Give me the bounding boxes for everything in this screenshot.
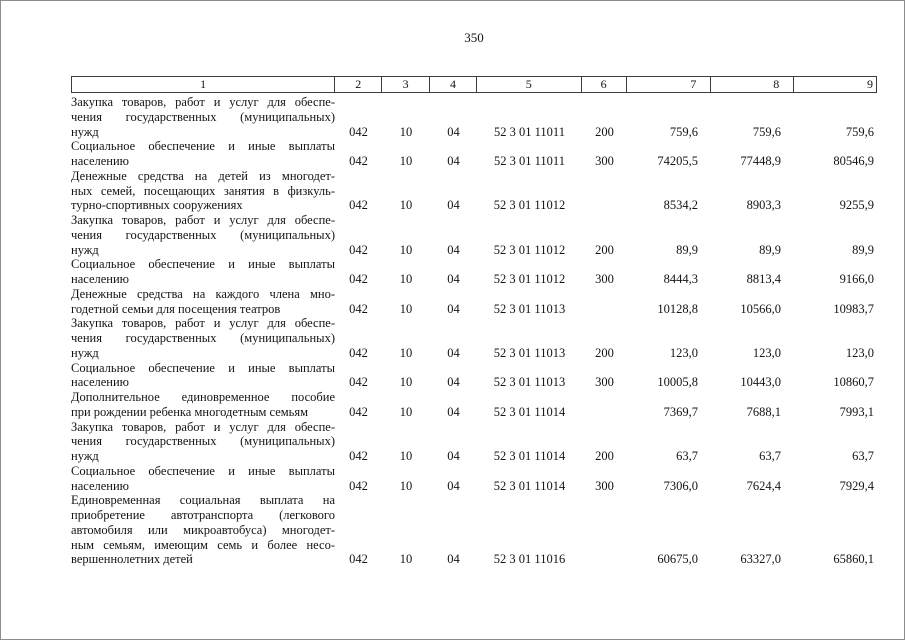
target-article-cell: 52 3 01 11013 [493,375,566,390]
subsection-code-cell: 04 [447,375,460,390]
table-header-row [71,76,877,93]
table-row [71,257,877,287]
amount-year2-cell: 7688,1 [746,404,781,419]
grbs-code-cell: 042 [349,449,368,463]
header-cell-4: 4 [430,77,477,92]
desc-line: чения государственных (муниципальных) [71,331,335,345]
header-cell-5: 5 [477,77,582,92]
amount-year1-cell: 89,9 [676,242,698,257]
grbs-code-cell: 042 [349,272,368,286]
desc-line: нужд [71,345,99,360]
amount-year2-cell: 8903,3 [746,198,781,213]
amount-year2-cell: 10443,0 [740,375,781,390]
subsection-code-cell: 04 [447,345,460,360]
amount-year3-cell: 10983,7 [833,301,874,316]
desc-line: населению [71,272,129,286]
desc-line: Закупка товаров, работ и услуг для обеспе- [71,419,335,434]
desc-line: турно-спортивных сооружениях [71,198,243,213]
desc-line: чения государственных (муниципальных) [71,109,335,124]
expense-type-cell: 200 [595,124,614,139]
amount-year3-cell: 759,6 [845,124,874,139]
amount-year1-cell: 10005,8 [657,375,698,390]
amount-year1-cell: 7369,7 [663,404,698,419]
desc-line: Денежные средства на детей из многодет- [71,168,335,183]
section-code-cell: 10 [399,272,413,286]
desc-line: нужд [71,124,99,139]
amount-year3-cell: 65860,1 [833,552,874,567]
target-article-cell: 52 3 01 11014 [493,449,566,463]
desc-line: Закупка товаров, работ и услуг для обеспе- [71,316,335,331]
subsection-code-cell: 04 [447,242,460,257]
grbs-code-cell: 042 [349,552,368,567]
table-row [71,139,877,169]
expense-type-cell: 300 [595,272,614,286]
amount-year2-cell: 759,6 [752,124,781,139]
table-row [71,390,877,420]
section-code-cell: 10 [399,242,413,257]
section-code-cell: 10 [399,404,413,419]
subsection-code-cell: 04 [447,552,460,567]
desc-line: населению [71,154,129,168]
target-article-cell: 52 3 01 11012 [493,242,566,257]
amount-year2-cell: 63327,0 [740,552,781,567]
section-code-cell: 10 [399,478,413,493]
desc-line: Социальное обеспечение и иные выплаты [71,360,335,375]
target-article-cell: 52 3 01 11014 [493,404,566,419]
desc-line: автомобиля или микроавтобуса) многодет- [71,522,335,537]
budget-table [71,76,877,567]
amount-year3-cell: 80546,9 [833,154,874,168]
section-code-cell: 10 [399,301,413,316]
amount-year3-cell: 7929,4 [839,478,874,493]
header-cell-1: 1 [72,77,335,92]
header-cell-8: 8 [711,77,794,92]
header-cell-2: 2 [335,77,382,92]
expense-type-cell: 300 [595,154,614,168]
expense-type-cell: 200 [595,345,614,360]
grbs-code-cell: 042 [349,375,368,390]
target-article-cell: 52 3 01 11011 [494,124,565,139]
expense-type-cell: 300 [595,478,614,493]
desc-line: Социальное обеспечение и иные выплаты [71,257,335,272]
section-code-cell: 10 [399,375,413,390]
grbs-code-cell: 042 [349,124,368,139]
desc-cell [71,316,335,360]
subsection-code-cell: 04 [447,272,460,286]
table-row [71,361,877,391]
grbs-code-cell: 042 [349,242,368,257]
section-code-cell: 10 [399,124,413,139]
desc-line: ным семьям, имеющим семь и более несо- [71,537,335,552]
subsection-code-cell: 04 [447,301,460,316]
table-row [71,169,877,213]
amount-year2-cell: 8813,4 [746,272,781,286]
target-article-cell: 52 3 01 11012 [493,198,566,213]
expense-type-cell: 300 [595,375,614,390]
header-cell-7: 7 [627,77,712,92]
table-body [71,93,877,567]
target-article-cell: 52 3 01 11013 [493,301,566,316]
amount-year1-cell: 63,7 [676,449,698,463]
desc-line: населению [71,478,129,493]
desc-line: при рождении ребенка многодетным семьям [71,404,309,419]
desc-cell [71,493,335,567]
desc-cell [71,464,335,494]
desc-line: Социальное обеспечение и иные выплаты [71,139,335,154]
page-number: 350 [464,30,484,45]
table-row [71,316,877,360]
amount-year3-cell: 10860,7 [833,375,874,390]
desc-cell [71,361,335,391]
amount-year3-cell: 9255,9 [839,198,874,213]
desc-line: вершеннолетних детей [71,552,193,567]
target-article-cell: 52 3 01 11013 [493,345,566,360]
grbs-code-cell: 042 [349,301,368,316]
section-code-cell: 10 [399,154,413,168]
desc-line: чения государственных (муниципальных) [71,227,335,242]
header-cell-9: 9 [867,77,873,91]
desc-cell [71,287,335,317]
amount-year3-cell: 63,7 [852,449,874,463]
amount-year2-cell: 89,9 [759,242,781,257]
amount-year2-cell: 63,7 [759,449,781,463]
grbs-code-cell: 042 [349,198,368,213]
desc-line: Денежные средства на каждого члена мно- [71,286,335,301]
section-code-cell: 10 [399,449,413,463]
subsection-code-cell: 04 [447,404,460,419]
amount-year1-cell: 123,0 [669,345,698,360]
desc-line: населению [71,375,129,390]
subsection-code-cell: 04 [447,449,460,463]
table-row [71,420,877,464]
table-row [71,464,877,494]
desc-cell [71,169,335,213]
grbs-code-cell: 042 [349,345,368,360]
desc-cell [71,390,335,420]
desc-line: Социальное обеспечение и иные выплаты [71,463,335,478]
amount-year3-cell: 7993,1 [839,404,874,419]
expense-type-cell: 200 [595,449,614,463]
desc-line: Дополнительное единовременное пособие [71,390,335,404]
desc-cell [71,257,335,287]
amount-year3-cell: 89,9 [852,242,874,257]
desc-line: нужд [71,242,99,257]
desc-line: чения государственных (муниципальных) [71,434,335,449]
amount-year3-cell: 123,0 [845,345,874,360]
subsection-code-cell: 04 [447,478,460,493]
desc-line: Закупка товаров, работ и услуг для обеспе- [71,213,335,227]
subsection-code-cell: 04 [447,124,460,139]
amount-year1-cell: 10128,8 [657,301,698,316]
table-row [71,493,877,567]
target-article-cell: 52 3 01 11011 [494,154,565,168]
header-cell-6: 6 [582,77,627,92]
subsection-code-cell: 04 [447,198,460,213]
subsection-code-cell: 04 [447,154,460,168]
table-row [71,213,877,257]
desc-line: приобретение автотранспорта (легкового [71,508,335,522]
amount-year1-cell: 8534,2 [663,198,698,213]
desc-cell [71,420,335,464]
target-article-cell: 52 3 01 11012 [493,272,566,286]
section-code-cell: 10 [399,198,413,213]
amount-year2-cell: 7624,4 [746,478,781,493]
amount-year1-cell: 60675,0 [657,552,698,567]
desc-line: нужд [71,449,99,463]
amount-year2-cell: 123,0 [752,345,781,360]
target-article-cell: 52 3 01 11014 [493,478,566,493]
grbs-code-cell: 042 [349,154,368,168]
section-code-cell: 10 [399,552,413,567]
expense-type-cell: 200 [595,242,614,257]
header-cell-3: 3 [382,77,430,92]
amount-year1-cell: 74205,5 [657,154,698,168]
desc-line: Закупка товаров, работ и услуг для обеспе- [71,95,335,109]
amount-year1-cell: 7306,0 [663,478,698,493]
desc-line: годетной семьи для посещения театров [71,301,281,316]
desc-cell [71,95,335,139]
table-row [71,95,877,139]
amount-year1-cell: 8444,3 [663,272,698,286]
amount-year3-cell: 9166,0 [839,272,874,286]
amount-year2-cell: 77448,9 [740,154,781,168]
amount-year1-cell: 759,6 [669,124,698,139]
amount-year2-cell: 10566,0 [740,301,781,316]
section-code-cell: 10 [399,345,413,360]
desc-line: Единовременная социальная выплата на [71,493,335,508]
desc-cell [71,139,335,169]
target-article-cell: 52 3 01 11016 [493,552,566,567]
grbs-code-cell: 042 [349,478,368,493]
desc-line: ных семей, посещающих занятия в физкуль- [71,183,335,198]
grbs-code-cell: 042 [349,404,368,419]
desc-cell [71,213,335,257]
table-row [71,287,877,317]
